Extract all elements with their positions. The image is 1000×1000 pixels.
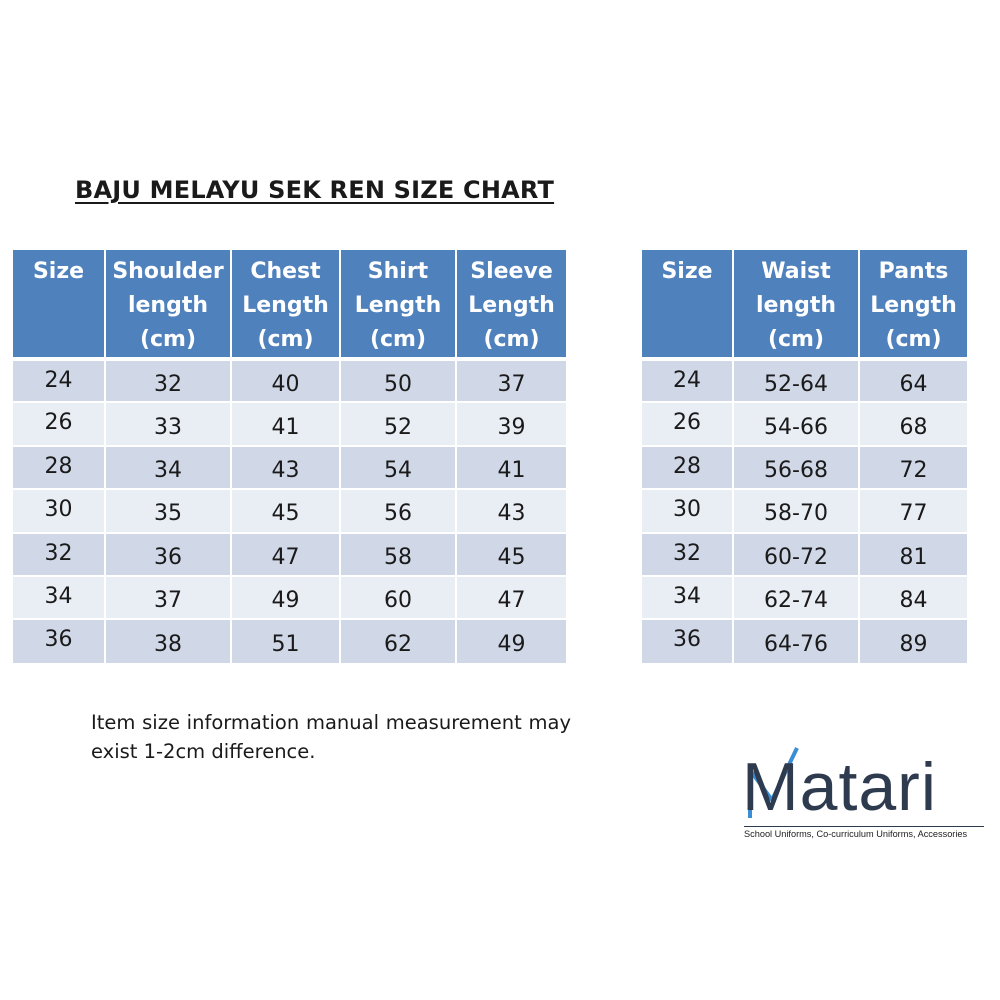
page-title: BAJU MELAYU SEK REN SIZE CHART — [75, 176, 555, 204]
measurement-cell: 37 — [456, 359, 566, 402]
table-row — [13, 533, 566, 576]
measurement-cell: 64 — [859, 359, 967, 402]
column-header-line: Shirt — [367, 259, 429, 284]
measurement-cell: 32 — [105, 359, 231, 402]
measurement-cell: 35 — [105, 489, 231, 532]
measurement-cell: 62-74 — [733, 576, 859, 619]
measurement-cell: 62 — [340, 619, 456, 662]
measurement-cell: 52 — [340, 402, 456, 445]
table-row — [13, 359, 566, 402]
column-header — [231, 250, 340, 359]
measurement-cell: 37 — [105, 576, 231, 619]
column-header-line: (cm) — [483, 327, 540, 352]
table-row — [13, 619, 566, 662]
column-header-line: (cm) — [885, 327, 942, 352]
measurement-cell: 54 — [340, 446, 456, 489]
measurement-cell: 47 — [456, 576, 566, 619]
measurement-cell: 50 — [340, 359, 456, 402]
table-row — [642, 359, 967, 402]
measurement-note: Item size information manual measurement may exist 1-2cm difference. — [91, 711, 571, 763]
column-header-line: (cm) — [257, 327, 314, 352]
column-header-line: Size — [661, 259, 713, 284]
size-cell: 26 — [13, 402, 105, 445]
measurement-cell: 47 — [231, 533, 340, 576]
column-header-line: Shoulder — [112, 259, 224, 284]
measurement-cell: 38 — [105, 619, 231, 662]
table-row — [13, 446, 566, 489]
size-cell: 36 — [642, 619, 733, 662]
size-cell: 36 — [13, 619, 105, 662]
size-cell: 24 — [642, 359, 733, 402]
column-header — [456, 250, 566, 359]
measurement-cell: 84 — [859, 576, 967, 619]
size-cell: 26 — [642, 402, 733, 445]
column-header-line: (cm) — [139, 327, 197, 352]
measurement-cell: 81 — [859, 533, 967, 576]
table-row — [642, 576, 967, 619]
table-header-row — [642, 250, 967, 359]
size-cell: 28 — [642, 446, 733, 489]
measurement-cell: 43 — [231, 446, 340, 489]
column-header-line: Sleeve — [470, 259, 553, 284]
measurement-cell: 58-70 — [733, 489, 859, 532]
column-header — [105, 250, 231, 359]
column-header-line: Length — [354, 293, 442, 318]
measurement-cell: 54-66 — [733, 402, 859, 445]
column-header-line: (cm) — [369, 327, 427, 352]
measurement-cell: 56 — [340, 489, 456, 532]
size-cell: 24 — [13, 359, 105, 402]
size-cell: 34 — [642, 576, 733, 619]
size-cell: 32 — [13, 533, 105, 576]
shirt-size-table — [13, 250, 566, 663]
measurement-cell: 45 — [456, 533, 566, 576]
column-header-line: Pants — [878, 259, 949, 284]
measurement-cell: 60 — [340, 576, 456, 619]
measurement-cell: 51 — [231, 619, 340, 662]
table-row — [13, 489, 566, 532]
size-cell: 32 — [642, 533, 733, 576]
size-cell: 30 — [642, 489, 733, 532]
table-row — [642, 489, 967, 532]
pants-size-table — [642, 250, 967, 663]
table-row — [642, 533, 967, 576]
measurement-cell: 77 — [859, 489, 967, 532]
column-header — [340, 250, 456, 359]
measurement-cell: 41 — [456, 446, 566, 489]
measurement-cell: 49 — [231, 576, 340, 619]
measurement-cell: 45 — [231, 489, 340, 532]
measurement-cell: 34 — [105, 446, 231, 489]
column-header-line: Length — [468, 293, 555, 318]
table-row — [642, 402, 967, 445]
measurement-cell: 68 — [859, 402, 967, 445]
column-header — [859, 250, 967, 359]
column-header — [13, 250, 105, 359]
logo-tagline: School Uniforms, Co-curriculum Uniforms, Accessories — [744, 829, 968, 839]
table-row — [642, 446, 967, 489]
measurement-cell: 39 — [456, 402, 566, 445]
table-row — [13, 576, 566, 619]
measurement-cell: 36 — [105, 533, 231, 576]
column-header-line: Chest — [250, 259, 321, 284]
column-header-line: Length — [870, 293, 957, 318]
column-header-line: (cm) — [767, 327, 825, 352]
column-header-line: length — [127, 293, 209, 318]
measurement-cell: 72 — [859, 446, 967, 489]
measurement-cell: 52-64 — [733, 359, 859, 402]
measurement-cell: 40 — [231, 359, 340, 402]
column-header-line: Size — [32, 259, 85, 284]
column-header-line: Length — [242, 293, 329, 318]
table-row — [642, 619, 967, 662]
measurement-cell: 58 — [340, 533, 456, 576]
measurement-cell: 89 — [859, 619, 967, 662]
column-header — [642, 250, 733, 359]
measurement-cell: 56-68 — [733, 446, 859, 489]
logo-divider — [744, 826, 984, 827]
measurement-cell: 49 — [456, 619, 566, 662]
measurement-cell: 64-76 — [733, 619, 859, 662]
column-header-line: length — [755, 293, 837, 318]
column-header — [733, 250, 859, 359]
size-cell: 28 — [13, 446, 105, 489]
measurement-cell: 41 — [231, 402, 340, 445]
size-cell: 30 — [13, 489, 105, 532]
measurement-cell: 43 — [456, 489, 566, 532]
measurement-cell: 60-72 — [733, 533, 859, 576]
measurement-cell: 33 — [105, 402, 231, 445]
column-header-line: Waist — [761, 259, 831, 284]
logo-wordmark: Matari — [742, 749, 937, 825]
table-row — [13, 402, 566, 445]
size-cell: 34 — [13, 576, 105, 619]
table-header-row — [13, 250, 566, 359]
matari-logo — [742, 740, 990, 850]
